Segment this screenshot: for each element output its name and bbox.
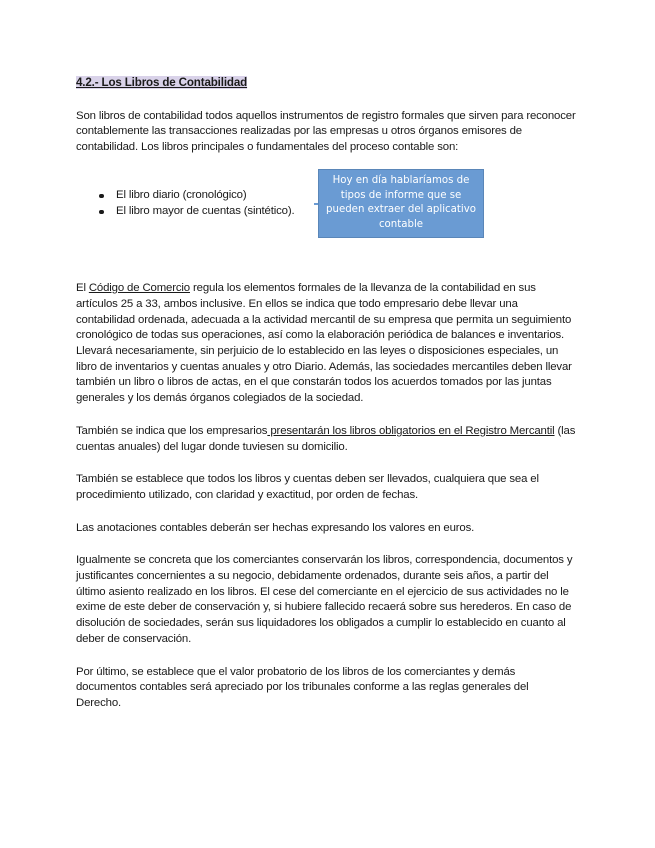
registro-link[interactable]: presentarán los libros obligatorios en el Registro Mercantil — [267, 424, 555, 437]
comment-box[interactable]: Hoy en día hablaríamos de tipos de informe que se pueden extraer del aplicativo contable — [318, 169, 484, 238]
probatorio-paragraph: Por último, se establece que el valor probatorio de los libros de los comerciantes y demás documentos contables será apreciado por los tribunales conforme a las reglas generales del Derecho. — [76, 665, 529, 709]
euros-paragraph: Las anotaciones contables deberán ser hechas expresando los valores en euros. — [76, 521, 475, 534]
codigo-prefix: El — [76, 282, 89, 295]
codigo-paragraph — [76, 281, 576, 407]
intro-paragraph: Son libros de contabilidad todos aquellos instrumentos de registro formales que sirven para reconocer contablemente las transacciones realizadas por las empresas u otros órganos emisores de contabilidad. Los libros principales o fundamentales del proceso contable son: — [76, 109, 576, 154]
section-heading-wrap — [76, 75, 576, 92]
registro-text: (las cuentas anuales) del lugar donde tuviesen su domicilio. — [76, 424, 576, 453]
list-item: El libro diario (cronológico) — [116, 188, 576, 204]
registro-prefix: También se indica que los empresarios — [76, 424, 268, 437]
codigo-link[interactable]: Código de Comercio — [88, 282, 190, 295]
list-item: El libro mayor de cuentas (sintético). — [116, 204, 576, 220]
codigo-text: regula los elementos formales de la llevanza de la contabilidad en sus artículos 25 a 33, ambos inclusive. En ellos se indica que todo empresario debe llevar una contabilidad ordenada, adecuada a la actividad mercantil de su empresa que permita un seguimiento cronológico de todas sus operaciones, así como la elaboración periódica de balances e inventarios. Llevará necesariamente, sin perjuicio de lo establecido en las leyes o disposiciones especiales, un libro de inventarios y cuentas anuales y otro Diario. Además, las sociedades mercantiles deben llevar también un libro o libros de actas, en el que constarán todos los acuerdos tomados por las juntas generales y los demás órganos colegiados de la sociedad. — [76, 282, 572, 405]
conservar-paragraph: Igualmente se concreta que los comerciantes conservarán los libros, correspondencia, documentos y justificantes concernientes a su negocio, debidamente ordenados, durante seis años, a partir del último asiento realizado en los libros. El cese del comerciante en el ejercicio de sus actividades no le exime de este deber de conservación y, si hubiere fallecido recaerá sobre sus herederos. En caso de disolución de sociedades, serán sus liquidadores los obligados a cumplir lo establecido en cuanto al deber de conservación. — [76, 554, 573, 645]
registro-paragraph — [76, 424, 576, 455]
section-heading: 4.2.- Los Libros de Contabilidad — [76, 76, 248, 89]
llevados-paragraph: También se establece que todos los libros y cuentas deben ser llevados, cualquiera que sea el procedimiento utilizado, con claridad y exactitud, por orden de fechas. — [76, 473, 539, 501]
